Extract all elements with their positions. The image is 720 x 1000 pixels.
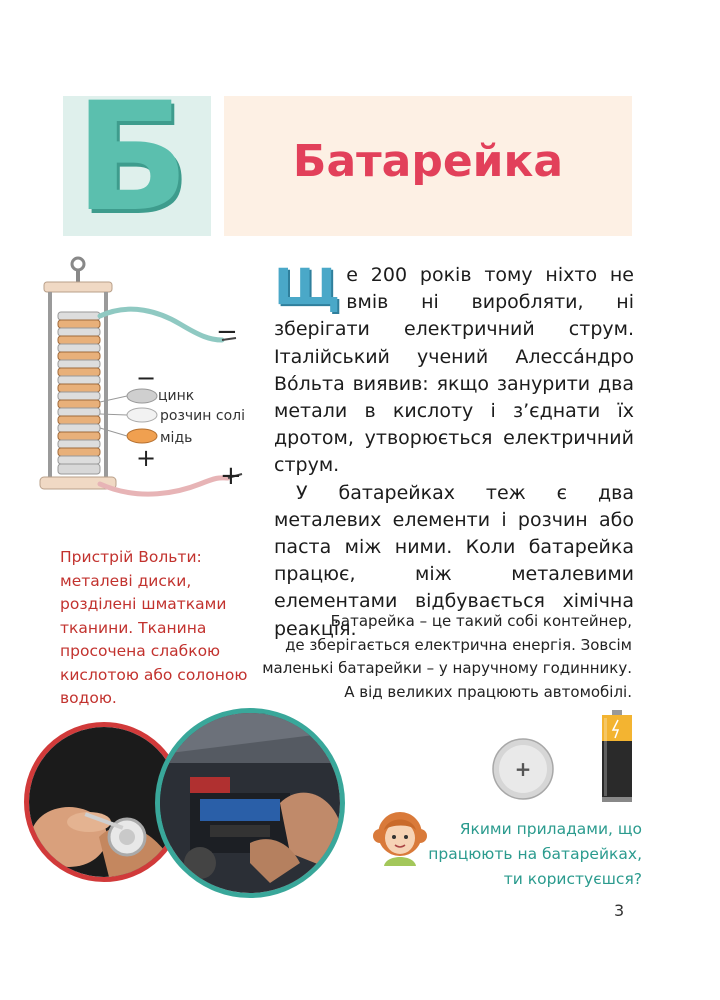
wire-plus-sign: +	[220, 461, 242, 491]
question-line: Якими приладами, що	[459, 820, 642, 838]
big-letter: Б	[74, 71, 190, 245]
zinc-label: цинк	[158, 388, 195, 404]
solution-label: розчин солі	[160, 408, 245, 424]
minus-sign: −	[136, 364, 157, 392]
info-line: де зберігається електрична енергія. Зовсім	[285, 635, 632, 654]
article-paragraph-2: У батарейках теж є два металевих елементи і розчин або паста між ними. Коли батарейка працює, між металевими елементами відбувається хімічна реакція.	[274, 481, 634, 640]
question-line: ти користуєшся?	[503, 870, 642, 888]
volta-caption: Пристрій Вольти: металеві диски, розділені шматками тканини. Тканина просочена слабкою кислотою або солоною водою.	[60, 548, 248, 707]
coin-plus-sign: +	[514, 757, 532, 781]
info-line: А від великих працюють автомобілі.	[344, 682, 632, 701]
coin-battery-image	[492, 738, 554, 800]
battery-info	[232, 610, 632, 704]
info-line: Батарейка – це такий собі контейнер,	[330, 612, 632, 630]
question-line: працюють на батарейках,	[428, 845, 642, 863]
aa-battery-image	[600, 710, 634, 802]
plus-sign: +	[136, 444, 157, 472]
copper-label: мідь	[160, 430, 193, 446]
volta-pile-illustration	[30, 252, 260, 512]
drop-cap: Щ	[274, 258, 341, 316]
wire-minus-sign: −	[216, 317, 238, 347]
article-paragraph-1: е 200 років тому ніхто не вмів ні виробляти, ні зберігати електричний струм. Італійський учений Алесса́ндро Во́льта виявив: якщо занурити два метали в кислоту і з’єднати їх дротом, утворюється електричний струм.	[274, 264, 634, 477]
question-text	[360, 817, 642, 892]
car-battery-photo	[155, 708, 345, 898]
page-title: Батарейка	[292, 136, 564, 187]
article-text	[274, 258, 634, 643]
page-number: 3	[614, 901, 625, 920]
info-line: маленькі батарейки – у наручному годиннику.	[262, 659, 632, 677]
